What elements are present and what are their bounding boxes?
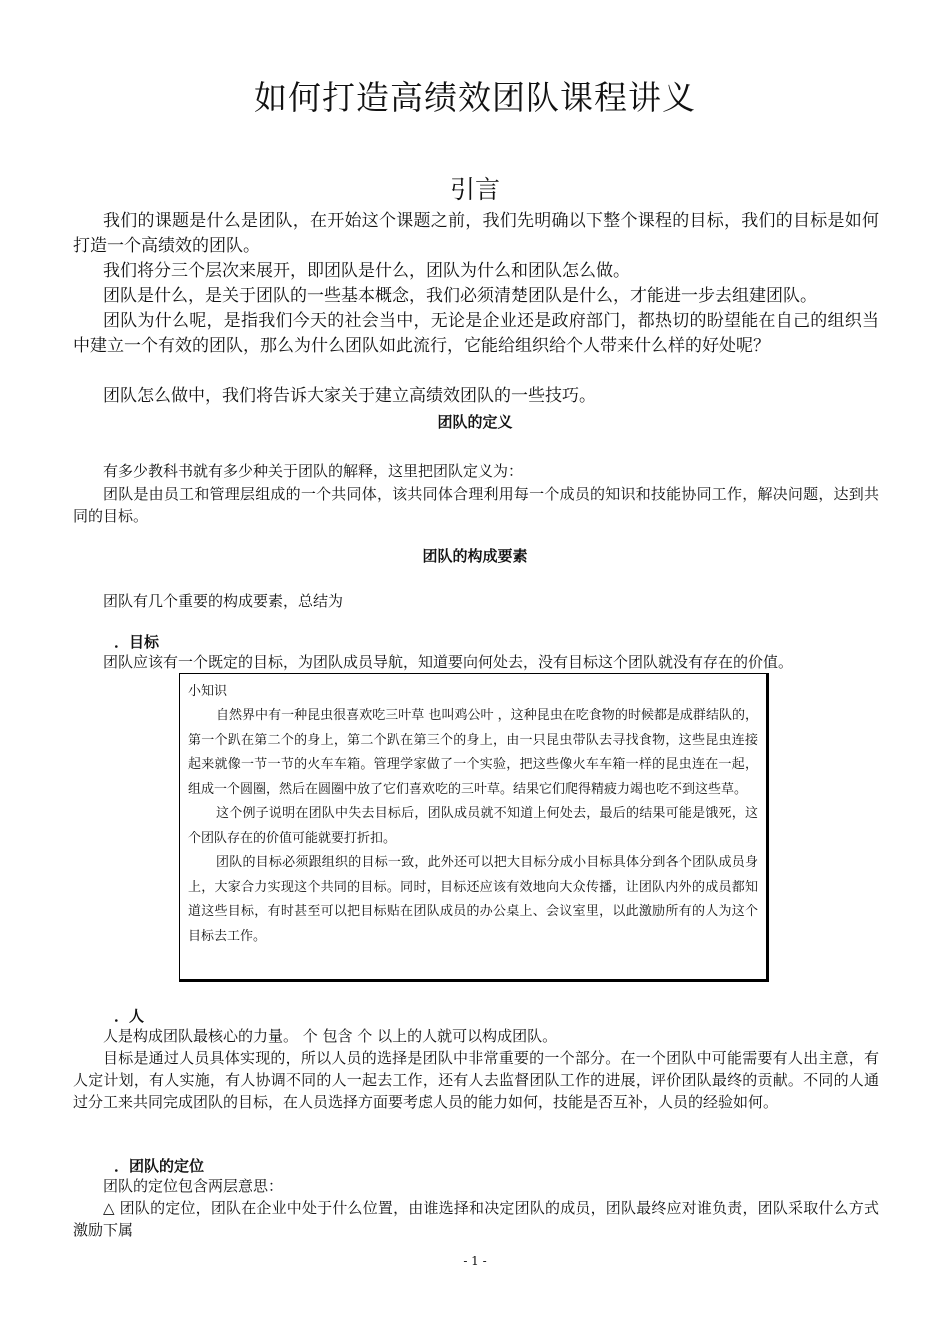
intro-paragraph: 团队为什么呢，是指我们今天的社会当中，无论是企业还是政府部门，都热切的盼望能在自己的组织当中建立一个有效的团队，那么为什么团队如此流行，它能给组织给个人带来什么样的好处呢？ bbox=[73, 311, 879, 356]
subheading-positioning: ．团队的定位 bbox=[114, 1157, 205, 1175]
intro-heading: 引言 bbox=[449, 175, 500, 204]
page-number: - 1 - bbox=[463, 1254, 487, 1268]
tip-box-title: 小知识 bbox=[188, 684, 228, 699]
intro-paragraph: 团队怎么做中，我们将告诉大家关于建立高绩效团队的一些技巧。 bbox=[103, 386, 596, 406]
intro-paragraph: 我们的课题是什么是团队，在开始这个课题之前，我们先明确以下整个课程的目标，我们的目标是如何打造一个高绩效的团队。 bbox=[73, 211, 879, 256]
people-paragraph: 人是构成团队最核心的力量。 个 包含 个 以上的人就可以构成团队。 bbox=[103, 1027, 558, 1045]
section-heading-definition: 团队的定义 bbox=[437, 413, 513, 431]
tip-box-paragraph: 自然界中有一种昆虫很喜欢吃三叶草 也叫鸡公叶 ，这种昆虫在吃食物的时候都是成群结队的，第一个趴在第二个的身上，第二个趴在第三个的身上，由一只昆虫带队去寻找食物，这些昆虫连接起来就像一节一节的火车车箱。管理学家做了一个实验，把这些像火车车箱一样的昆虫连在一起，组成一个圆圈，然后在圆圈中放了它们喜欢吃的三叶草。结果它们爬得精疲力竭也吃不到这些草。 bbox=[188, 708, 758, 797]
document-title: 如何打造高绩效团队课程讲义 bbox=[254, 78, 696, 117]
tip-box-paragraph: 团队的目标必须跟组织的目标一致，此外还可以把大目标分成小目标具体分到各个团队成员身上，大家合力实现这个共同的目标。同时，目标还应该有效地向大众传播，让团队内外的成员都知道这些目标，有时甚至可以把目标贴在团队成员的办公桌上、会议室里，以此激励所有的人为这个目标去工作。 bbox=[188, 855, 758, 944]
people-paragraph: 目标是通过人员具体实现的，所以人员的选择是团队中非常重要的一个部分。在一个团队中可能需要有人出主意，有人定计划，有人实施，有人协调不同的人一起去工作，还有人去监督团队工作的进展，评价团队最终的贡献。不同的人通过分工来共同完成团队的目标，在人员选择方面要考虑人员的能力如何，技能是否互补，人员的经验如何。 bbox=[73, 1049, 879, 1111]
intro-paragraph: 团队是什么，是关于团队的一些基本概念，我们必须清楚团队是什么，才能进一步去组建团队。 bbox=[103, 286, 817, 306]
tip-box bbox=[179, 673, 769, 982]
elements-intro: 团队有几个重要的构成要素，总结为 bbox=[103, 592, 344, 610]
definition-paragraph: 有多少教科书就有多少种关于团队的解释，这里把团队定义为： bbox=[103, 462, 524, 480]
section-heading-elements: 团队的构成要素 bbox=[422, 547, 528, 565]
subheading-goal: ．目标 bbox=[114, 633, 160, 651]
intro-paragraph: 我们将分三个层次来展开，即团队是什么，团队为什么和团队怎么做。 bbox=[103, 261, 630, 281]
tip-box-paragraph: 这个例子说明在团队中失去目标后，团队成员就不知道上何处去，最后的结果可能是饿死，这个团队存在的价值可能就要打折扣。 bbox=[188, 806, 758, 846]
positioning-paragraph: △ 团队的定位，团队在企业中处于什么位置，由谁选择和决定团队的成员，团队最终应对谁负责，团队采取什么方式激励下属 bbox=[73, 1199, 879, 1239]
goal-paragraph: 团队应该有一个既定的目标，为团队成员导航，知道要向何处去，没有目标这个团队就没有存在的价值。 bbox=[103, 653, 794, 671]
definition-paragraph: 团队是由员工和管理层组成的一个共同体，该共同体合理利用每一个成员的知识和技能协同工作，解决问题，达到共同的目标。 bbox=[73, 485, 879, 525]
subheading-people: ．人 bbox=[114, 1007, 145, 1025]
positioning-paragraph: 团队的定位包含两层意思： bbox=[103, 1177, 284, 1195]
